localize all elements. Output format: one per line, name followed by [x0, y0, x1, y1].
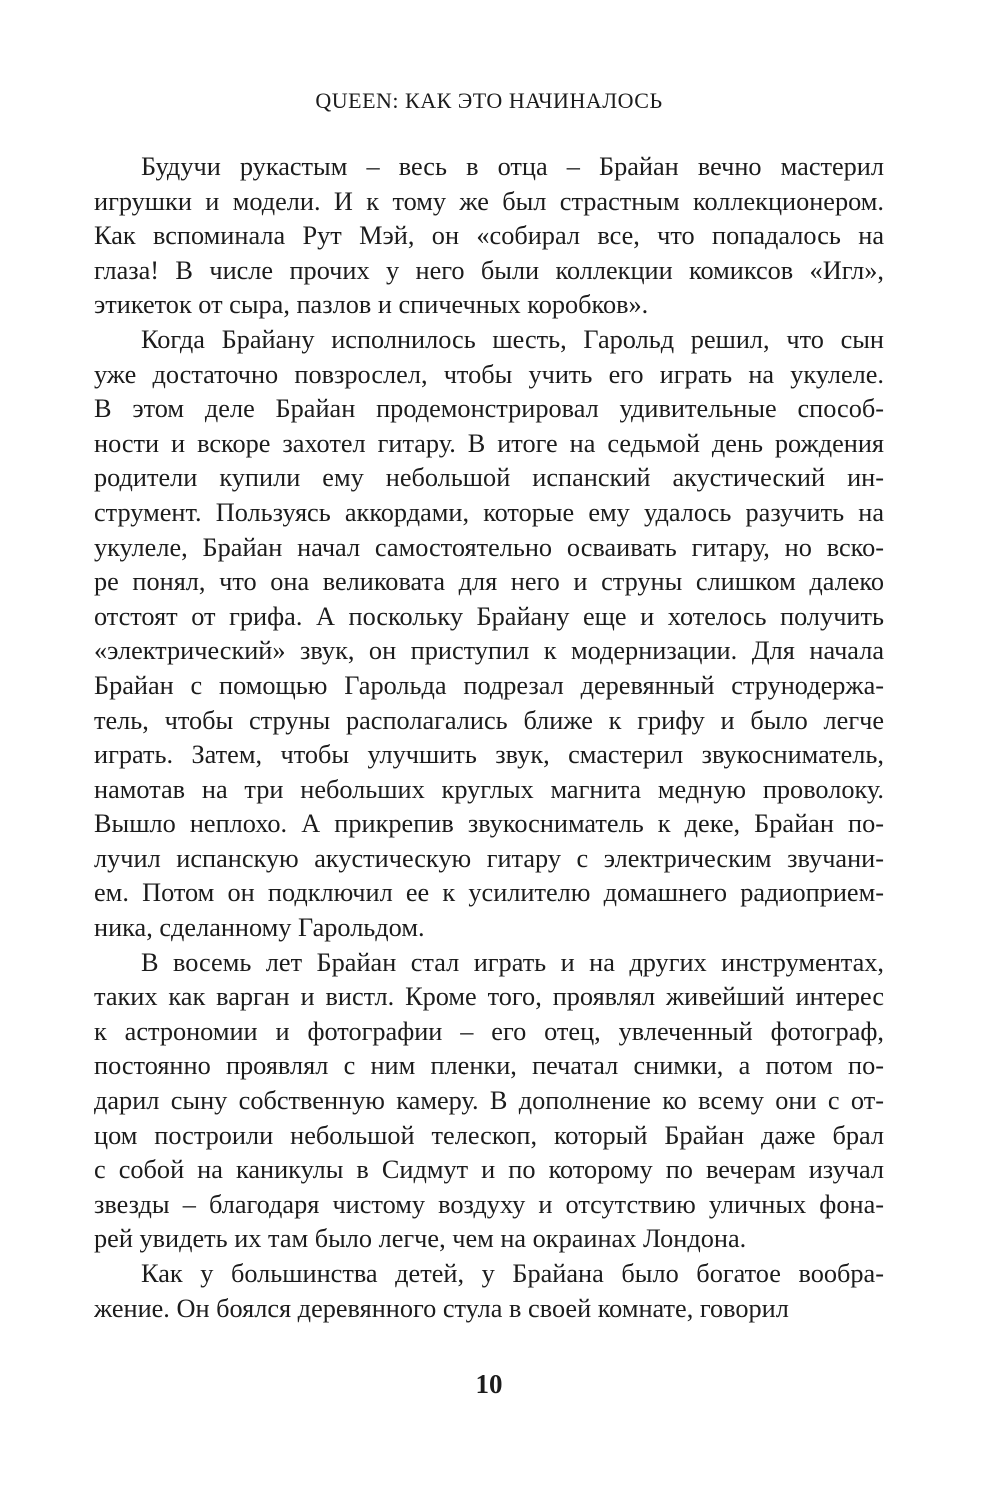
text-line: тель, чтобы струны располагались ближе к грифу и было легче	[94, 705, 884, 735]
text-line: глаза! В числе прочих у него были коллекции комиксов «Игл»,	[94, 255, 884, 285]
text-line: жение. Он боялся деревянного стула в своей комнате, говорил	[94, 1293, 789, 1323]
text-line: укулеле, Брайан начал самостоятельно осваивать гитару, но вско-	[94, 532, 884, 562]
text-line: игрушки и модели. И к тому же был страстным коллекционером.	[94, 186, 884, 216]
text-line: В этом деле Брайан продемонстрировал удивительные способ-	[94, 394, 884, 424]
text-line: ем. Потом он подключил ее к усилителю домашнего радиоприем-	[94, 878, 884, 908]
text-line: звезды – благодаря чистому воздуху и отсутствию уличных фона-	[94, 1189, 884, 1219]
body-text	[94, 150, 884, 1326]
text-line: лучил испанскую акустическую гитару с электрическим звучани-	[94, 843, 884, 873]
paragraph	[94, 946, 884, 1257]
text-line: дарил сыну собственную камеру. В дополнение ко всему они с от-	[94, 1086, 884, 1116]
text-line: Брайан с помощью Гарольда подрезал деревянный струнодержа-	[94, 670, 884, 700]
page-number: 10	[475, 1369, 503, 1399]
text-line: В восемь лет Брайан стал играть и на других инструментах,	[141, 947, 884, 977]
text-line: Будучи рукастым – весь в отца – Брайан вечно мастерил	[141, 152, 884, 181]
text-line: играть. Затем, чтобы улучшить звук, смастерил звукосниматель,	[94, 740, 884, 770]
text-line: с собой на каникулы в Сидмут и по которому по вечерам изучал	[94, 1155, 884, 1185]
text-line: таких как варган и вистл. Кроме того, проявлял живейший интерес	[94, 982, 884, 1012]
book-page	[94, 0, 884, 1503]
paragraph	[94, 150, 884, 323]
running-head: QUEEN: КАК ЭТО НАЧИНАЛОСЬ	[315, 88, 663, 113]
text-line: струмент. Пользуясь аккордами, которые ему удалось разучить на	[94, 497, 884, 527]
text-line: «электрический» звук, он приступил к модернизации. Для начала	[94, 636, 884, 666]
text-line: рей увидеть их там было легче, чем на окраинах Лондона.	[94, 1224, 747, 1254]
paragraph	[94, 1257, 884, 1326]
text-line: родители купили ему небольшой испанский акустический ин-	[94, 463, 884, 493]
text-line: намотав на три небольших круглых магнита медную проволоку.	[94, 774, 884, 804]
text-line: Вышло неплохо. А прикрепив звукосниматель к деке, Брайан по-	[94, 809, 884, 839]
text-line: ре понял, что она великовата для него и струны слишком далеко	[94, 567, 884, 597]
text-line: отстоят от грифа. А поскольку Брайану еще и хотелось получить	[94, 601, 884, 631]
text-line: уже достаточно повзрослел, чтобы учить его играть на укулеле.	[94, 359, 884, 389]
text-line: Когда Брайану исполнилось шесть, Гарольд решил, что сын	[141, 324, 884, 354]
text-line: ности и вскоре захотел гитару. В итоге на седьмой день рождения	[94, 428, 884, 458]
paragraph	[94, 323, 884, 946]
text-line: этикеток от сыра, пазлов и спичечных коробков».	[94, 290, 649, 320]
text-line: к астрономии и фотографии – его отец, увлеченный фотограф,	[94, 1016, 884, 1046]
text-line: постоянно проявлял с ним пленки, печатал снимки, а потом по-	[94, 1051, 884, 1081]
text-line: Как у большинства детей, у Брайана было богатое вообра-	[141, 1259, 884, 1288]
text-line: ника, сделанному Гарольдом.	[94, 913, 425, 943]
text-line: цом построили небольшой телескоп, который Брайан даже брал	[94, 1120, 884, 1150]
text-line: Как вспоминала Рут Мэй, он «собирал все, что попадалось на	[94, 221, 884, 251]
